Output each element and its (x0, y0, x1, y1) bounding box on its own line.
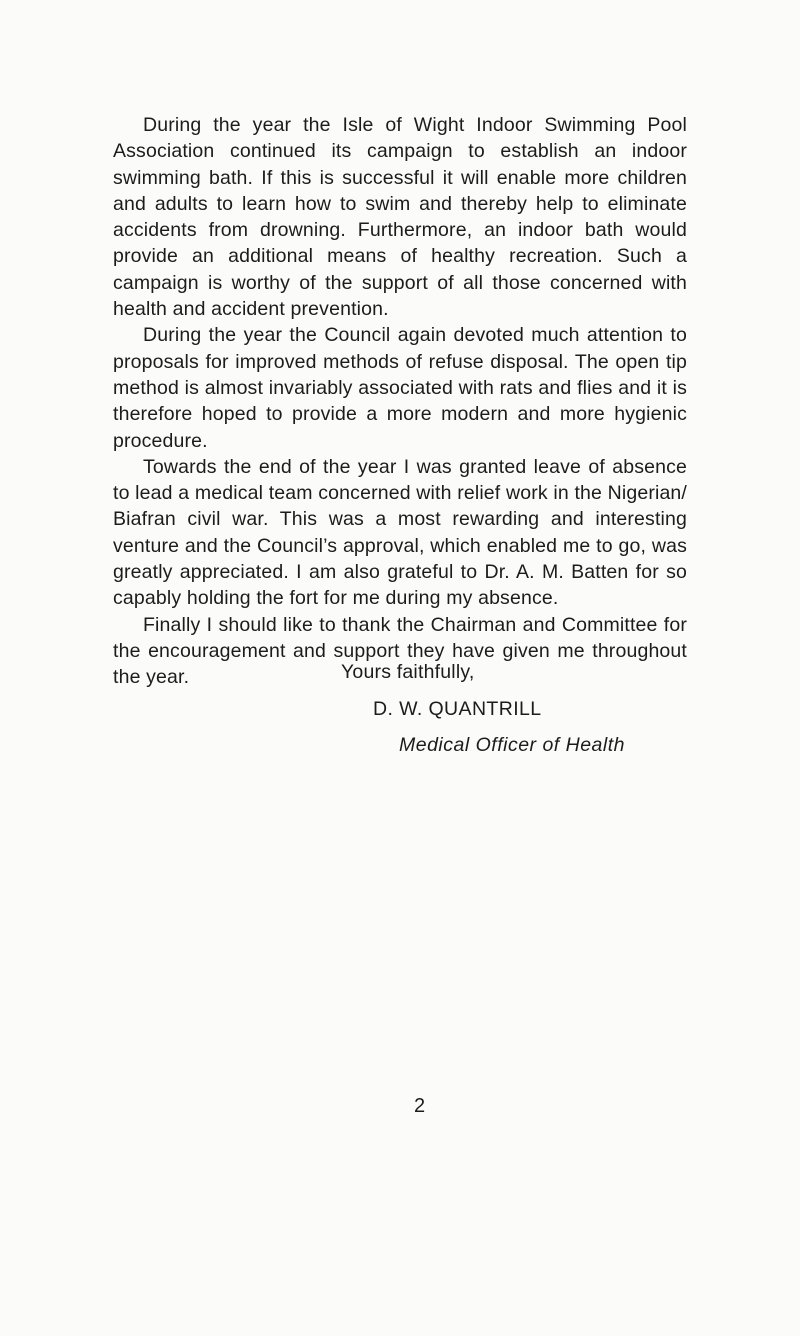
signer-title: Medical Officer of Health (399, 734, 626, 756)
paragraph-swimming-pool: During the year the Isle of Wight Indoor Swimming Pool Association continued its campaign to establish an indoor swimming bath. If this is successful it will enable more children and adults to learn how to swim and thereby help to eliminate accidents from drowning. Furthermore, an indoor bath would provide an additional means of healthy recreation. Such a campaign is worthy of the support of all those concerned with health and accident prevention. (113, 114, 687, 321)
signer-name: D. W. QUANTRILL (373, 698, 542, 720)
paragraph-leave-of-absence: Towards the end of the year I was granted leave of absence to lead a medical team concerned with relief work in the Nigerian/ Biafran civil war. This was a most rewarding and interesting venture and the Council’s approval, which enabled me to go, was greatly appreciated. I am also grateful to Dr. A. M. Batten for so capably holding the fort for me during my absence. (113, 455, 687, 610)
page-number: 2 (414, 1095, 426, 1117)
letter-body (113, 112, 687, 691)
closing-text: Yours faithfully, (341, 661, 475, 683)
paragraph-refuse-disposal: During the year the Council again devoted much attention to proposals for improved methods of refuse disposal. The open tip method is almost invariably associated with rats and flies and it is therefore hoped to provide a more modern and more hygienic procedure. (113, 324, 687, 452)
paragraph-thanks: Finally I should like to thank the Chairman and Committee for the encouragement and support they have given me throughout the year. (113, 613, 687, 689)
